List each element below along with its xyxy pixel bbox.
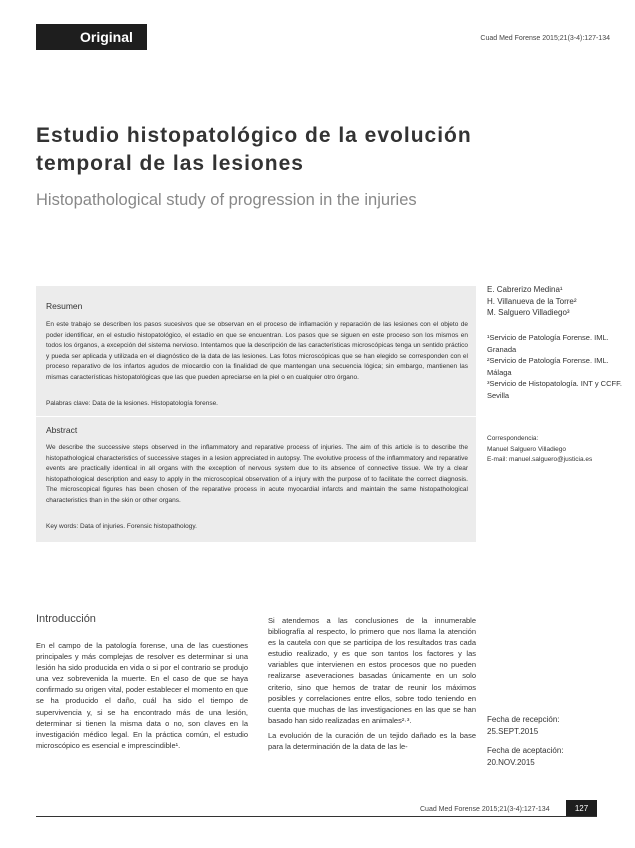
footer-rule — [36, 816, 597, 817]
article-subtitle: Histopathological study of progression in the injuries — [36, 191, 417, 209]
author-name: M. Salguero Villadiego³ — [487, 308, 570, 317]
accepted-value: 20.NOV.2015 — [487, 758, 535, 767]
affiliation: ²Servicio de Patología Forense. IML. Málaga — [487, 356, 609, 377]
introduction-paragraph: Si atendemos a las conclusiones de la innumerable bibliografía al respecto, lo primero que nos llama la atención es la cautela con que se participa de los resultados tras cada estudio realizado, y es que son tantos los factores y las variables que intervienen en estos procesos que no pueden realizarse aseveraciones basadas únicamente en un solo criterio, sino que hemos de tratar de reunir los máximos posibles y correlaciones entre ellos, sobre todo teniendo en cuenta que muchas de las investigaciones en las que se han basado han sido realizadas en animales²·³. — [268, 616, 476, 725]
received-date — [487, 714, 560, 738]
correspondence-name: Manuel Salguero Villadiego — [487, 445, 567, 453]
introduction-heading: Introducción — [36, 613, 96, 625]
author-name: H. Villanueva de la Torre² — [487, 296, 577, 306]
received-label: Fecha de recepción: — [487, 715, 560, 724]
accepted-date — [487, 745, 564, 769]
box-divider — [36, 416, 476, 417]
affiliation: ³Servicio de Histopatología. INT y CCFF. Sevilla — [487, 379, 622, 400]
footer-journal-reference: Cuad Med Forense 2015;21(3-4):127-134 — [420, 806, 550, 813]
author-list — [487, 284, 577, 319]
correspondence-email[interactable]: E-mail: manuel.salguero@justicia.es — [487, 456, 593, 463]
abstract-keywords: Key words: Data of injuries. Forensic histopathology. — [46, 523, 197, 530]
abstract-heading: Abstract — [46, 425, 78, 435]
resumen-box — [36, 286, 476, 416]
article-title: Estudio histopatológico de la evolución temporal de las lesiones — [36, 124, 472, 175]
correspondence-label: Correspondencia: — [487, 435, 539, 442]
article-type-badge: Original — [36, 24, 147, 50]
author-name: E. Cabrerizo Medina¹ — [487, 285, 563, 294]
page-number: 127 — [566, 800, 597, 816]
received-value: 25.SEPT.2015 — [487, 727, 539, 736]
affiliation: ¹Servicio de Patología Forense. IML. Granada — [487, 333, 609, 354]
resumen-heading: Resumen — [46, 301, 83, 311]
introduction-left-column: En el campo de la patología forense, una de las cuestiones principales y más complejas de resolver es determinar si una lesión ha sido producida en vida o si por el contrario se produjo una vez sobrevenida la muerte. En el caso de que se haya confirmado su origen vital, poder establecer el momento en que se ha producido el daño, cuál ha sido el tiempo de supervivencia y, si se ha encontrado más de una lesión, determinar si tienen la misma data o no, son claves en la investigación médico legal. En la práctica común, el estudio microscópico es esencial e imprescindible¹. — [36, 641, 248, 750]
correspondence-block — [487, 434, 627, 466]
abstract-box — [36, 416, 476, 542]
resumen-keywords: Palabras clave: Data de la lesiones. Histopatología forense. — [46, 400, 218, 407]
introduction-right-column — [268, 615, 476, 752]
resumen-text: En este trabajo se describen los pasos sucesivos que se observan en el proceso de inflamación y reparación de las lesiones con el objeto de poder identificar, en el estudio histopatológico, el estadío en que se encuentran. Los pasos que se siguen en este proceso son los mismos en todos los órganos, a excepción del sistema nervioso. Intentamos que la descripción de las características microscópicas tenga un sentido práctico y pueda ser aplicada y utilizada en el diagnóstico de la data de las lesiones. Las fotos microscópicas que se han elegido se corresponden con el proceso reparativo de los infartos agudos de miocardio con la finalidad de que mantengan una secuencia lógica; sin embargo, mantienen las mismas características histopatológicas que las que pueden apreciarse en la piel o en cualquier otro órgano. — [46, 321, 468, 381]
header-journal-reference: Cuad Med Forense 2015;21(3-4):127-134 — [480, 35, 610, 42]
abstract-text: We describe the successive steps observed in the inflammatory and reparative process of injuries. The aim of this article is to describe the histopathological characteristics of successive stages in a lesion appreciated in autopsy. The evolutive process of the inflammatory and reparative events are practically identical in all organs with the exception of nervous system due to its absence of connective tissue. We try a clear histopathological description and easy to apply in the microscopical observation of a injury with the purpose of to facilitate the correct diagnosis. The microscopical figures has been chosen of the reparative process in acute myocardial infarcts and maintain the same histopathological characteristics than in the skin or other organs. — [46, 444, 468, 504]
affiliation-list — [487, 332, 627, 401]
accepted-label: Fecha de aceptación: — [487, 746, 564, 755]
introduction-paragraph: La evolución de la curación de un tejido dañado es la base para la determinación de la data de las le- — [268, 730, 476, 752]
